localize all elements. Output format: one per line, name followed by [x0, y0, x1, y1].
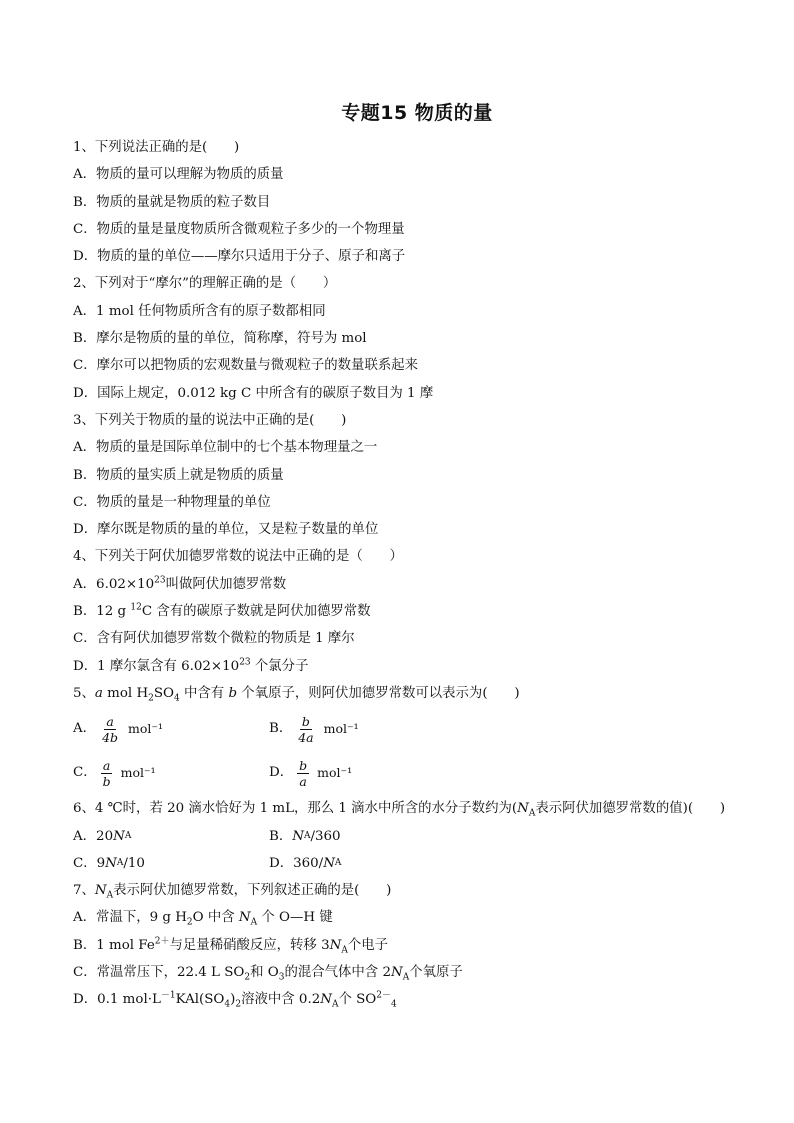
question-7-option-d: D．0.1 $mol\cdot L^{-1}KAl(SO_4)_2$溶液中含 $0.2N_A$个 $SO^{2-}_4$: [73, 990, 397, 1010]
question-5-stem: 5、a mol $H_2SO_4$ 中含有 b 个氧原子，则阿伏加德罗常数可以表示为( ): [73, 685, 520, 704]
question-3-option-a: A．物质的量是国际单位制中的七个基本物理量之一: [73, 440, 378, 456]
question-1-option-b: B．物质的量就是物质的粒子数目: [73, 194, 271, 210]
question-7-option-c: C．常温常压下，22.4 L $SO_2$和 $O_3$的混合气体中含 $2N_A$个氧原子: [73, 965, 463, 983]
question-7-stem: 7、$N_A$表示阿伏加德罗常数，下列叙述正确的是( ): [73, 883, 392, 901]
fraction: $\frac{a}{b}$: [102, 757, 111, 789]
fraction: $\frac{b}{a}$: [299, 757, 308, 789]
fraction: $\frac{b}{4a}$: [298, 713, 314, 745]
question-6-option-c: C．9 N A /10: [73, 855, 145, 871]
question-2-stem: 2、下列对于“摩尔”的理解正确的是（ ）: [73, 276, 337, 292]
question-4-option-b: B．12 g $^{12}$C 含有的碳原子数就是阿伏加德罗常数: [73, 602, 371, 620]
question-4-stem: 4、下列关于阿伏加德罗常数的说法中正确的是（ ）: [73, 549, 403, 565]
question-2-option-a: A．1 mol 任何物质所含有的原子数都相同: [73, 303, 326, 319]
question-6-stem: 6、4 ℃时，若 20 滴水恰好为 1 mL，那么 1 滴水中所含的水分子数约为($N_A$表示阿伏加德罗常数的值)( ): [73, 801, 726, 819]
question-7-option-a: A．常温下，9 g $H_2O$ 中含 $N_A$ 个 O—H 键: [73, 910, 333, 929]
question-4-option-c: C．含有阿伏加德罗常数个微粒的物质是 1 摩尔: [73, 631, 355, 647]
question-3-option-c: C．物质的量是一种物理量的单位: [73, 494, 271, 510]
question-4-option-a: A．$6.02\times 10^{23}$叫做阿伏加德罗常数: [73, 575, 287, 592]
question-5-options-row-2: [73, 751, 763, 795]
question-6-option-b: B． N A /360: [269, 828, 341, 844]
question-2-option-b: B．摩尔是物质的量的单位，简称摩，符号为 mol: [73, 331, 367, 347]
question-5-options-row-1: [73, 707, 763, 751]
question-1-option-a: A．物质的量可以理解为物质的质量: [73, 167, 284, 183]
question-6-options-row-2: [73, 850, 763, 877]
question-list: [73, 134, 763, 1014]
question-3-option-d: D．摩尔既是物质的量的单位，又是粒子数量的单位: [73, 522, 379, 538]
question-5-option-d: D． $\frac{b}{a}$ mol⁻¹: [269, 757, 353, 789]
question-7-option-b: B．1 mol $Fe^{2+}$与足量稀硝酸反应，转移 $3N_A$个电子: [73, 936, 388, 956]
question-6-options-row-1: [73, 823, 763, 850]
question-2-option-c: C．摩尔可以把物质的宏观数量与微观粒子的数量联系起来: [73, 358, 419, 374]
question-5-option-a: A． $\frac{a}{4b}$ mol⁻¹: [73, 713, 164, 745]
question-5-option-b: B． $\frac{b}{4a}$ mol⁻¹: [269, 713, 359, 745]
question-2-option-d: D．国际上规定，0.012 kg C 中所含有的碳原子数目为 1 摩: [73, 385, 434, 401]
question-1-option-d: D．物质的量的单位——摩尔只适用于分子、原子和离子: [73, 249, 406, 265]
question-3-option-b: B．物质的量实质上就是物质的质量: [73, 467, 284, 483]
question-6-option-d: D．360/ N A: [269, 855, 342, 871]
question-6-option-a: A．20 N A: [73, 828, 132, 844]
page-title: 专题15 物质的量: [341, 102, 493, 124]
question-3-stem: 3、下列关于物质的量的说法中正确的是( ): [73, 412, 347, 428]
question-1-stem: 1、下列说法正确的是( ): [73, 140, 240, 155]
fraction: $\frac{a}{4b}$: [102, 713, 119, 745]
question-5-option-c: C． $\frac{a}{b}$ mol⁻¹: [73, 757, 156, 789]
question-4-option-d: D．1 摩尔氯含有 $6.02\times 10^{23}$ 个氯分子: [73, 657, 309, 674]
question-1-option-c: C．物质的量是量度物质所含微观粒子多少的一个物理量: [73, 221, 405, 237]
